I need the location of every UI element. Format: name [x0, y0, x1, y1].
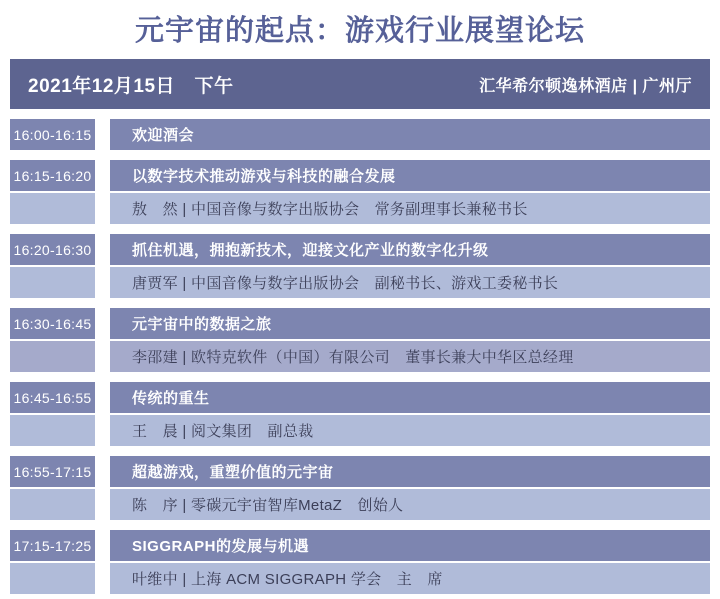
time-column-filler [10, 563, 95, 594]
session-title: 元宇宙中的数据之旅 [110, 308, 710, 339]
page-title: 元宇宙的起点：游戏行业展望论坛 [134, 15, 585, 47]
agenda-page [0, 10, 720, 594]
schedule-block [10, 160, 710, 224]
session-speaker: 唐贾军 | 中国音像与数字出版协会 副秘书长、游戏工委秘书长 [110, 267, 710, 298]
session-time: 16:20-16:30 [10, 234, 95, 265]
session-speaker: 叶维中 | 上海 ACM SIGGRAPH 学会 主 席 [110, 563, 710, 594]
session-title: 超越游戏，重塑价值的元宇宙 [110, 456, 710, 487]
session-title: 传统的重生 [110, 382, 710, 413]
event-date: 2021年12月15日 下午 [28, 75, 234, 97]
schedule-block [10, 308, 710, 372]
session-title: SIGGRAPH的发展与机遇 [110, 530, 710, 561]
time-column-filler [10, 415, 95, 446]
session-speaker: 王 晨 | 阅文集团 副总裁 [110, 415, 710, 446]
session-time: 17:15-17:25 [10, 530, 95, 561]
event-venue: 汇华希尔顿逸林酒店 | 广州厅 [479, 77, 692, 95]
session-speaker: 陈 序 | 零碳元宇宙智库MetaZ 创始人 [110, 489, 710, 520]
session-speaker: 敖 然 | 中国音像与数字出版协会 常务副理事长兼秘书长 [110, 193, 710, 224]
session-time: 16:55-17:15 [10, 456, 95, 487]
schedule-block [10, 119, 710, 150]
session-time: 16:15-16:20 [10, 160, 95, 191]
session-title: 以数字技术推动游戏与科技的融合发展 [110, 160, 710, 191]
schedule-block [10, 234, 710, 298]
event-header [10, 59, 710, 109]
session-title: 欢迎酒会 [110, 119, 710, 150]
session-time: 16:00-16:15 [10, 119, 95, 150]
time-column-filler [10, 489, 95, 520]
schedule-block [10, 456, 710, 520]
time-column-filler [10, 267, 95, 298]
session-time: 16:45-16:55 [10, 382, 95, 413]
schedule-block [10, 530, 710, 594]
time-column-filler [10, 193, 95, 224]
session-time: 16:30-16:45 [10, 308, 95, 339]
schedule-block [10, 382, 710, 446]
session-speaker: 李邵建 | 欧特克软件（中国）有限公司 董事长兼大中华区总经理 [110, 341, 710, 372]
time-column-filler [10, 341, 95, 372]
session-title: 抓住机遇，拥抱新技术，迎接文化产业的数字化升级 [110, 234, 710, 265]
